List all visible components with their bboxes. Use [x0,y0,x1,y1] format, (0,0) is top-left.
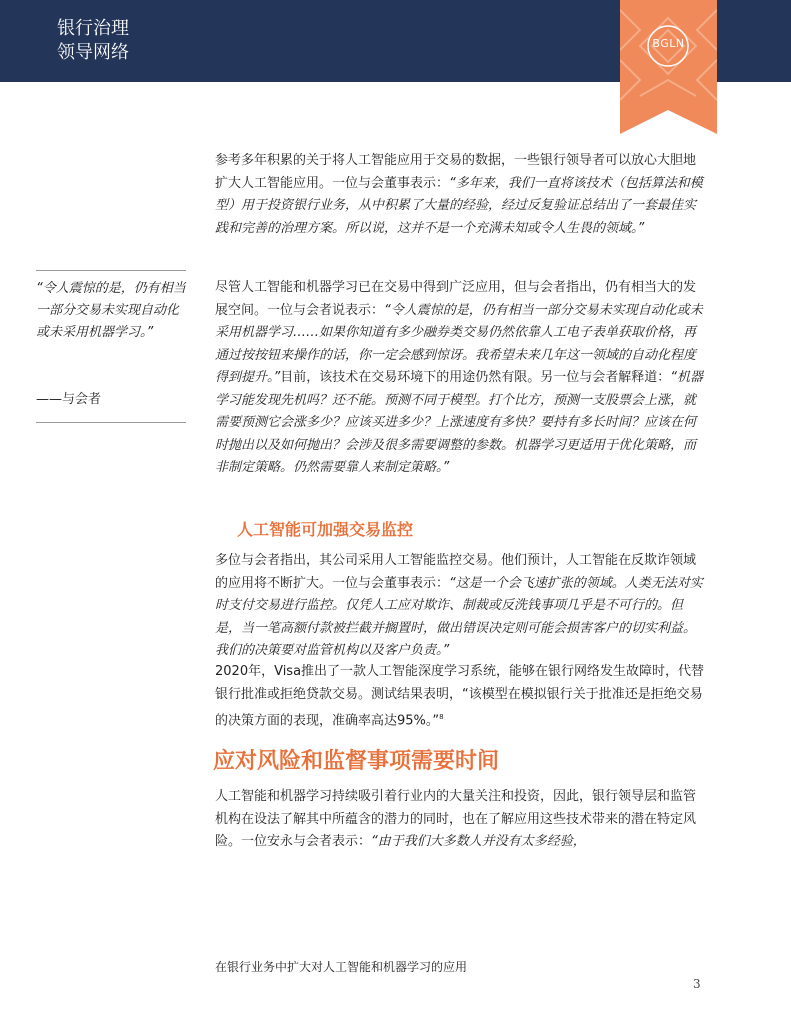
section-heading: 应对风险和监督事项需要时间 [213,749,500,774]
p1-quote: “多年来，我们一直将该技术（包括算法和模型）用于投资银行业务，从中积累了大量的经验，经过反复验证总结出了一套最佳实践和完善的治理方案。所以说，这并不是一个充满未知或令人生畏的领域。” [215,175,703,236]
p2-quote-b: “机器学习能发现先机吗？还不能。预测不同于模型。打个比方，预测一支股票会上涨，就需要预测它会涨多少？应该买进多少？上涨速度有多快？要持有多长时间？应该在何时抛出以及如何抛出？会涉及很多需要调整的参数。机器学习更适用于优化策略，而非制定策略。仍然需要靠人来制定策略。” [215,370,704,475]
footer-title: 在银行业务中扩大对人工智能和机器学习的应用 [215,960,468,974]
p2-text-b: 目前，该技术在交易环境下的用途仍然有限。另一位与会者解释道： [280,370,671,385]
sidebar-divider-top [36,270,186,271]
brand-line-2: 领导网络 [57,42,129,63]
page-number: 3 [693,977,701,991]
p1-text: 参考多年积累的关于将人工智能应用于交易的数据，一些银行领导者可以放心大胆地扩大人工智能应用。一位与会董事表示： [215,153,697,191]
section-subheading: 人工智能可加强交易监控 [237,520,414,539]
paragraph-2 [215,277,705,480]
p3-text: 多位与会者指出，其公司采用人工智能监控交易。他们预计，人工智能在反欺诈领域的应用将不断扩大。一位与会董事表示： [215,553,697,591]
brand-line-1: 银行治理 [57,18,129,39]
sidebar-pull-quote: “令人震惊的是，仍有相当一部分交易未实现自动化或未采用机器学习。” [36,281,186,340]
paragraph-4 [215,661,705,733]
footnote-marker: 8 [439,713,444,721]
sidebar-divider-bottom [36,422,186,423]
p2-text-a: 尽管人工智能和机器学习已在交易中得到广泛应用，但与会者指出，仍有相当大的发展空间。一位与会者说表示： [215,280,697,318]
bgln-badge [620,0,717,134]
p5-text: 人工智能和机器学习持续吸引着行业内的大量关注和投资，因此，银行领导层和监管机构在设法了解其中所蕴含的潜力的同时，也在了解应用这些技术带来的潜在特定风险。一位安永与会者表示： [215,789,697,849]
p3-quote: “这是一个会飞速扩张的领域。人类无法对实时支付交易进行监控。仅凭人工应对欺诈、制裁或反洗钱事项几乎是不可行的。但是，当一笔高额付款被拦截并搁置时，做出错误决定则可能会损害客户的切实利益。我们的决策要对监管机构以及客户负责。” [215,575,703,658]
paragraph-1 [215,150,705,240]
badge-label: BGLN [652,37,685,50]
brand-logo-text [57,17,129,65]
p2-quote-a: “令人震惊的是，仍有相当一部分交易未实现自动化或未采用机器学习……如果你知道有多少融券类交易仍然依靠人工电子表单获取价格，再通过按按钮来操作的话，你一定会感到惊讶。我希望未来几年这一领域的自动化程度得到提升。” [215,302,703,385]
paragraph-3 [215,550,705,663]
paragraph-5 [215,786,705,854]
p5-quote: “由于我们大多数人并没有太多经验， [371,834,586,849]
p4-text: 2020年，Visa推出了一款人工智能深度学习系统，能够在银行网络发生故障时，代替银行批准或拒绝贷款交易。测试结果表明，“该模型在模拟银行关于批准还是拒绝交易的决策方面的表现，准确率高达95%。” [215,664,705,729]
sidebar-attribution: ——与会者 [36,392,102,407]
